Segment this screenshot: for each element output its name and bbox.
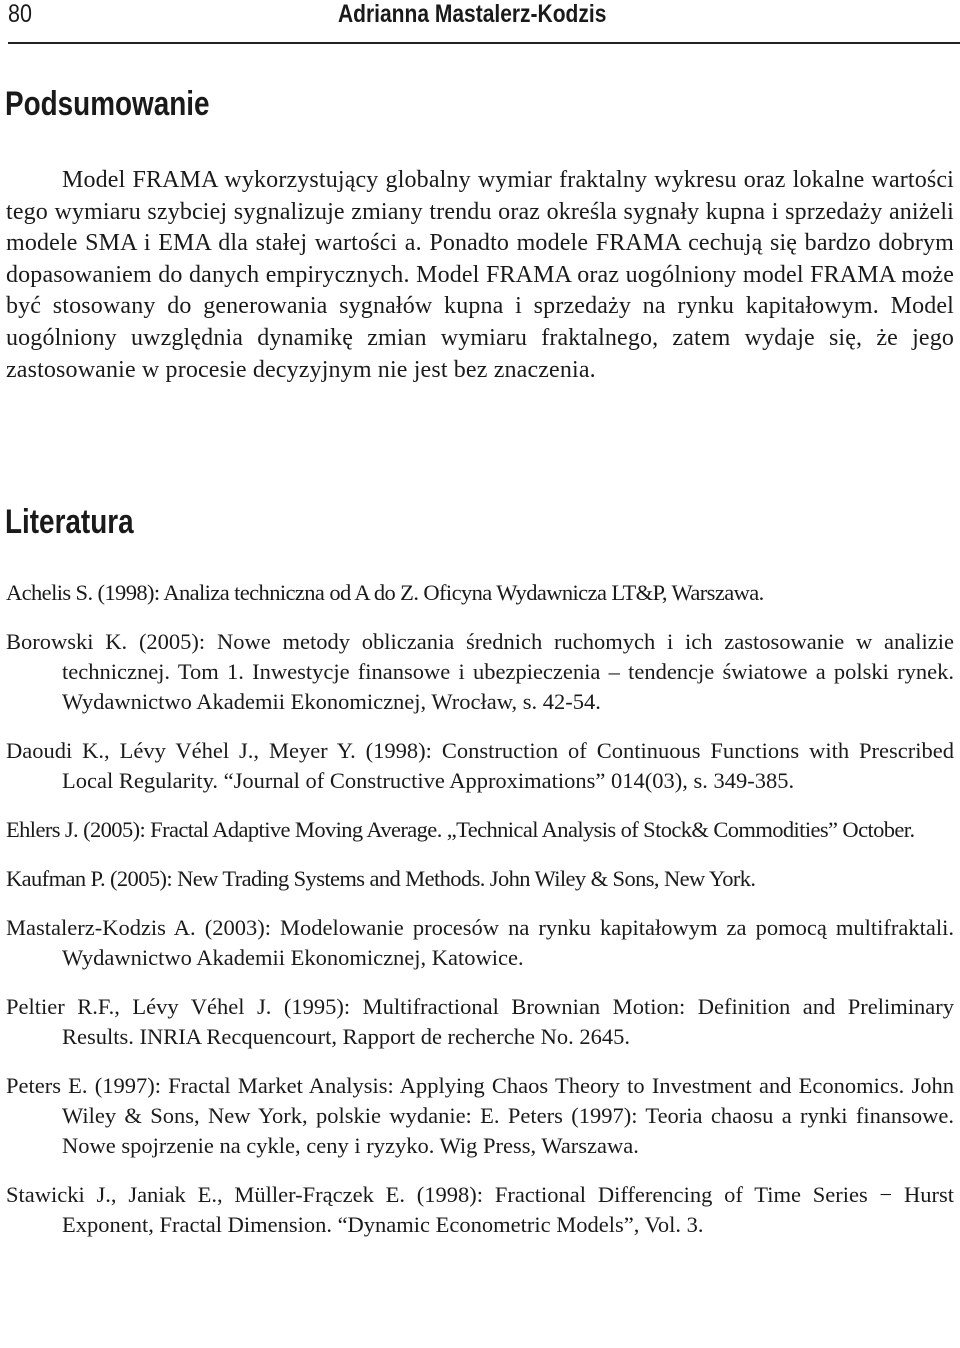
reference-item: Ehlers J. (2005): Fractal Adaptive Moving Average. „Technical Analysis of Stock& Commodities” October. bbox=[6, 817, 915, 842]
header-rule bbox=[8, 42, 960, 44]
page-number: 80 bbox=[8, 0, 32, 28]
reference-item: Mastalerz-Kodzis A. (2003): Modelowanie procesów na rynku kapitałowym za pomocą multifraktali. Wydawnictwo Akademii Ekonomicznej, Katowice. bbox=[6, 915, 954, 970]
reference-item: Borowski K. (2005): Nowe metody obliczania średnich ruchomych i ich zastosowanie w analizie technicznej. Tom 1. Inwestycje finansowe i ubezpieczenia – tendencje światowe a polski rynek. Wydawnictwo Akademii Ekonomicznej, Wrocław, s. 42-54. bbox=[6, 629, 954, 714]
reference-item: Achelis S. (1998): Analiza techniczna od A do Z. Oficyna Wydawnicza LT&P, Warszawa. bbox=[6, 580, 764, 605]
running-title: Adrianna Mastalerz-Kodzis bbox=[338, 0, 607, 28]
reference-item: Peters E. (1997): Fractal Market Analysis: Applying Chaos Theory to Investment and Economics. John Wiley & Sons, New York, polskie wydanie: E. Peters (1997): Teoria chaosu a rynki finansowe. Nowe spojrzenie na cykle, ceny i ryzyko. Wig Press, Warszawa. bbox=[6, 1073, 954, 1158]
reference-item: Kaufman P. (2005): New Trading Systems and Methods. John Wiley & Sons, New York. bbox=[6, 866, 756, 891]
summary-heading: Podsumowanie bbox=[5, 85, 210, 123]
summary-paragraph: Model FRAMA wykorzystujący globalny wymiar fraktalny wykresu oraz lokalne wartości tego wymiaru szybciej sygnalizuje zmiany trendu oraz określa sygnały kupna i sprzedaży aniżeli modele SMA i EMA dla stałej wartości a. Ponadto modele FRAMA cechują się bardzo dobrym dopasowaniem do danych empirycznych. Model FRAMA oraz uogólniony model FRAMA może być stosowany do generowania sygnałów kupna i sprzedaży na rynku kapitałowym. Model uogólniony uwzględnia dynamikę zmian wymiaru fraktalnego, zatem wydaje się, że jego zastosowanie w procesie decyzyjnym nie jest bez znaczenia. bbox=[6, 167, 954, 383]
reference-item: Peltier R.F., Lévy Véhel J. (1995): Multifractional Brownian Motion: Definition and Preliminary Results. INRIA Recquencourt, Rapport de recherche No. 2645. bbox=[6, 994, 954, 1049]
reference-item: Stawicki J., Janiak E., Müller-Frączek E. (1998): Fractional Differencing of Time Series − Hurst Exponent, Fractal Dimension. “Dynamic Econometric Models”, Vol. 3. bbox=[6, 1182, 954, 1237]
reference-list bbox=[6, 578, 954, 1259]
literature-heading: Literatura bbox=[5, 503, 134, 541]
reference-item: Daoudi K., Lévy Véhel J., Meyer Y. (1998): Construction of Continuous Functions with Prescribed Local Regularity. “Journal of Constructive Approximations” 014(03), s. 349-385. bbox=[6, 738, 954, 793]
running-header bbox=[4, 0, 956, 42]
